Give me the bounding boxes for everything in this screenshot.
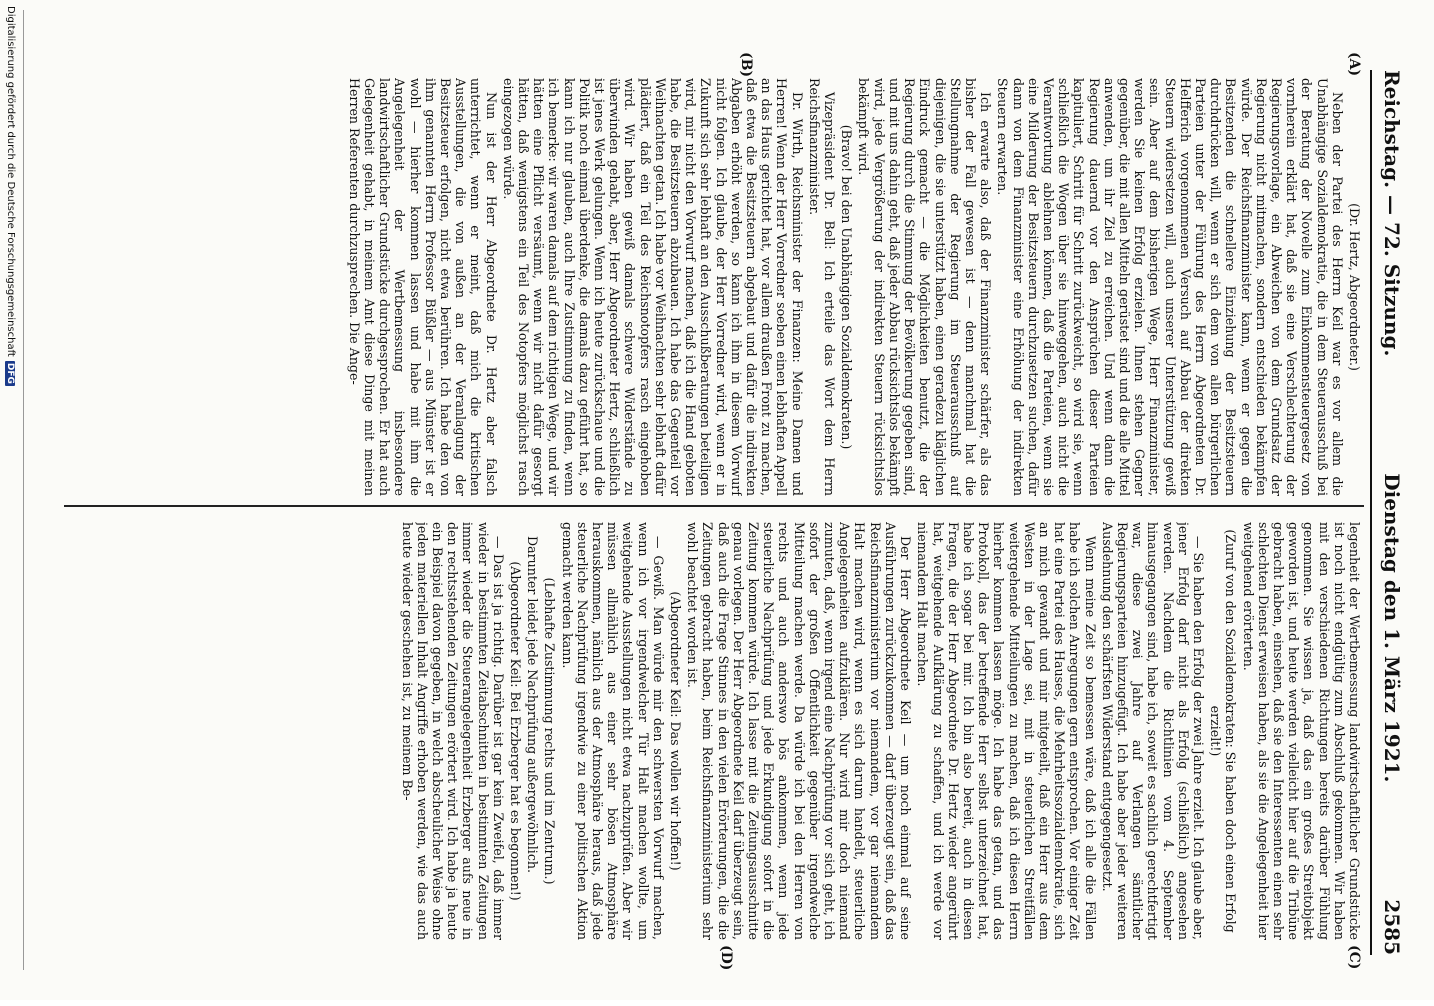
margin-mark-a: (A) — [1346, 52, 1362, 77]
right-column-paragraph: legenheit der Wertbemessung landwirtschaftlicher Grundstücke ist noch nicht endgültig zum Abschluß gekommen. Wir haben mit den verschiedenen Richtungen bereits darüber Fühlung genommen. Sie wissen ja, daß das ein großes Streitobjekt geworden ist, und heute werden vielleicht hier auf die Tribüne gebracht haben, einsehen, daß sie den Interessenten einen sehr schlechten Dienst erweisen haben, als sie die Angelegenheit hier weitgehend erörterten. — [1240, 522, 1362, 940]
left-column-paragraph: (Dr. Hertz, Abgeordneter.) — [1347, 203, 1362, 371]
footer — [5, 6, 16, 1006]
page-header — [1374, 70, 1404, 955]
page-number: 2585 — [1380, 899, 1404, 955]
column-divider — [64, 505, 1364, 507]
right-column-paragraph: — Sie haben den Erfolg der zwei Jahre erzielt. Ich glaube aber, jener Erfolg darf nicht als Erfolg (schließlich) angesehen werden. Nachdem die Richtlinien vom 4. September hinausgegangen sind, habe ich, soweit es sachlich gerechtfertigt war, diese zwei Jahre auf Verlangen sämtlicher Regierungsparteien hinzugefügt. Ich habe aber jeder weiteren Ausdehnung den schärfsten Widerstand entgegengesetzt. — [1099, 522, 1206, 940]
dfg-logo: DFG — [5, 362, 16, 384]
margin-mark-d: (D) — [718, 945, 734, 971]
left-column-paragraph: (Bravo! bei den Unabhängigen Sozialdemokraten.) — [839, 124, 855, 450]
left-column-paragraph: Neben der Partei des Herrn Keil war es vor allem die Unabhängige Sozialdemokratie, die in dem Steuerausschuß bei der Beratung der Novelle zum Einkommensteuergesetz von vornherein erklärt hat, daß sie eine Verschlechterung der Regierungsvorlage, ein Abweichen von dem Grundsatz der Regierung nicht mitmachen, sondern entschieden bekämpfen würde. Der Reichsfinanzminister kann, wenn er gegen die Besitzenden die schnellere Einziehung der Besitzsteuern durchdrücken will, wenn er sich dem von allen bürgerlichen Parteien unter der Führung des Herrn Abgeordneten Dr. Helfferich vorgenommenen Versuch auf Abbau der direkten Steuern widersetzen will, auch unserer Unterstützung gewiß sein. Aber auf dem bisherigen Wege, Herr Finanzminister, werden Sie keinen Erfolg erzielen. Ihnen stehen Gegner gegenüber, die mit allen Mitteln gerüstet sind und die alle Mittel anwenden, um ihr Ziel zu erreichen. Und wenn dann die Regierung dauernd vor den Ansprüchen dieser Parteien kapituliert, Schritt für Schritt zurückweicht, so wird sie, wenn schließlich die Wogen über sie hinweggehen, auch nicht die Verantwortung ablehnen können, daß die Parteien, wenn sie eine Milderung der Besitzsteuern durchzusetzen suchen, dafür dann von dem Finanzminister eine Erhöhung der indirekten Steuern erwarten. — [995, 78, 1345, 496]
header-date: Dienstag den 1. März 1921. — [1380, 473, 1404, 783]
right-column-paragraph: Der Herr Abgeordnete Keil — um noch einmal auf seine Ausführungen zurückzukommen — darf überzeugt sein, daß das Reichsfinanzministerium vor niemandem, vor gar niemandem Halt machen wird, wenn es sich darum handelt, steuerliche Angelegenheiten aufzuklären. Nur wird mir doch niemand zumuten, daß, wenn irgend eine Nachprüfung vor sich geht, ich sofort der großen Öffentlichkeit gegenüber irgendwelche Mitteilung machen werde. Da würde ich bei den Herren von rechts und auch anderswo bös ankommen, wenn jede steuerliche Nachprüfung und jede Erkundigung sofort in die Zeitung kommen würde. Ich lasse mit die Zeitungsausschnitte genau vorlegen. Der Herr Abgeordnete Keil darf überzeugt sein, daß auch die Frage Stinnes in den vielen Erörterungen, die die Zeitungen gebracht haben, beim Reichsfinanzministerium sehr wohl beachtet worden ist. — [685, 522, 914, 940]
margin-mark-c: (C) — [1346, 945, 1362, 970]
left-column-paragraph: Vizepräsident Dr. Bell: Ich erteile das Wort dem Herrn Reichsfinanzminister. — [806, 78, 838, 496]
right-column-paragraph: — Gewiß. Man würde mir den schwersten Vorwurf machen, wenn ich vor irgendwelcher Tür Halt machen wollte, um weitgehende Ausstellungen nicht etwa nachzuprüfen. Aber wir müssen allmählich aus einer sehr bösen Atmosphäre herauskommen, nämlich aus der Atmosphäre heraus, daß jede steuerliche Nachprüfung irgendwie zu einer politischen Aktion gemacht werden kann. — [559, 522, 666, 940]
footer-text: Digitalisierung gefördert durch die Deutsche Forschungsgemeinschaft — [5, 6, 16, 357]
right-column-paragraph: Darunter leidet jede Nachprüfung außergewöhnlich. — [525, 536, 541, 874]
left-column-paragraph: Dr. Wirth, Reichsminister der Finanzen: Meine Damen und Herren! Wenn der Herr Vorredner soeben einen lebhaften Appell an das Haus gerichtet hat, vor allem draußen Front zu machen, daß etwa die Besitzsteuern abgebaut und dafür die indirekten Abgaben erhöht werden, so kann ich ihm in diesem Vorwurf nicht folgen. Ich glaube, der Herr Vorredner wird, wenn er in Zukunft sich sehr lebhaft an den Ausschußberatungen beteiligen wird, mir nicht den Vorwurf machen, daß ich die Hand geboten habe, die Besitzsteuern abzubauen. Ich habe das Gegenteil vor Weihnachten getan. Ich habe vor Weihnachten sehr lebhaft dafür plädiert, daß ein Teil des Reichsnotopfers rasch eingehoben wird. Wir haben gewiß damals schwere Widerstände zu überwinden gehabt, aber, Herr Abgeordneter Hertz, schließlich ist jenes Werk gelungen. Wenn ich heute zurückschaue und die Politik noch einmal überdenke, die damals dazu geführt hat, so kann ich nur glauben, auch Ihre Zustimmung zu finden, wenn ich bemerke: wir waren damals auf dem richtigen Wege, und wir hätten eine Pflicht versäumt, wenn wir nicht dafür gesorgt hätten, daß wenigstens ein Teil des Notopfers möglichst rasch eingezogen würde. — [500, 78, 805, 496]
left-text-column — [62, 78, 1362, 496]
right-column-paragraph: Wenn meine Zeit so bemessen wäre, daß ich alle die Fällen habe ich solchen Anregungen gern entsprochen. Vor einiger Zeit hat eine Partei des Hauses, die Mehrheitssozialdemokratie, sich an mich gewandt und mir mitgeteilt, daß ein Herr aus dem Westen in der Lage sei, mit in steuerlichen Streitfällen weitergehende Mitteilungen zu machen, daß ich diesen Herrn hierher kommen lassen möge. Ich habe das getan, und das Protokoll, das der betreffende Herr selbst unterzeichnet hat, habe ich sogar bei mir. Ich bin also bereit, auch in diesen Fragen, die der Herr Abgeordnete Dr. Hertz wieder angerührt hat, weitgehende Aufklärung zu schaffen, und ich werde vor niemandem Halt machen. — [915, 522, 1098, 940]
header-title: Reichstag. — 72. Sitzung. — [1380, 70, 1404, 357]
header-rule — [1370, 70, 1372, 955]
margin-mark-b: (B) — [738, 52, 754, 78]
footer-rule — [23, 10, 24, 970]
left-column-paragraph: Nun ist der Herr Abgeordnete Dr. Hertz aber falsch unterrichtet, wenn er meint, daß mich die kritischen Ausstellungen, die von außen an der Veranlagung der Besitzsteuer erfolgen, nicht etwa berühren. Ich habe den von ihm genannten Herrn Professor Büßler — aus Münster ist er wohl — hierher kommen lassen und habe mit ihm die Angelegenheit der Wertbemessung insbesondere landwirtschaftlicher Grundstücke durchgesprochen. Er hat auch Gelegenheit gehabt, in meinem Amt diese Dinge mit meinen Herren Referenten durchzusprechen. Die Ange- — [346, 78, 499, 496]
left-column-paragraph: Ich erwarte also, daß der Finanzminister schärfer, als das bisher der Fall gewesen ist — denn manchmal hat die Stellungnahme der Regierung im Steuerausschuß auf diejenigen, die sie unterstützt haben, einen geradezu kläglichen Eindruck gemacht — die Möglichkeiten benutzt, die der Regierung durch die Stimmung der Bevölkerung gegeben sind, und mit uns dahin geht, daß jeder Abbau rücksichtslos bekämpft wird, jede Vergrößerung der indirekten Steuern rücksichtslos bekämpft wird. — [856, 78, 994, 496]
right-column-paragraph: — Das ist ja richtig. Darüber ist gar kein Zweifel, daß immer wieder in bestimmten Zeitabschnitten in bestimmten Zeitungen immer wieder die Steuerangelegenheit Erzberger aufs neue in den rechtsstehenden Zeitungen erörtert wird. Ich habe ja heute ein Beispiel davon gegeben, in welch abscheulicher Weise ohne jeden materiellen Inhalt Angriffe erhoben werden, wie das auch heute wieder geschehen ist, zu meinem Be- — [399, 522, 506, 940]
right-column-paragraph: (Zuruf von den Sozialdemokraten: Sie haben doch einen Erfolg erzielt!) — [1208, 529, 1239, 933]
right-column-paragraph: (Abgeordneter Keil: Das wollen wir hoffen!) — [668, 591, 684, 871]
right-column-paragraph: (Abgeordneter Keil: Bei Erzberger hat es begonnen!) — [508, 561, 524, 901]
right-text-column — [62, 522, 1362, 940]
right-column-paragraph: (Lebhafte Zustimmung rechts und im Zentrum.) — [542, 577, 558, 885]
